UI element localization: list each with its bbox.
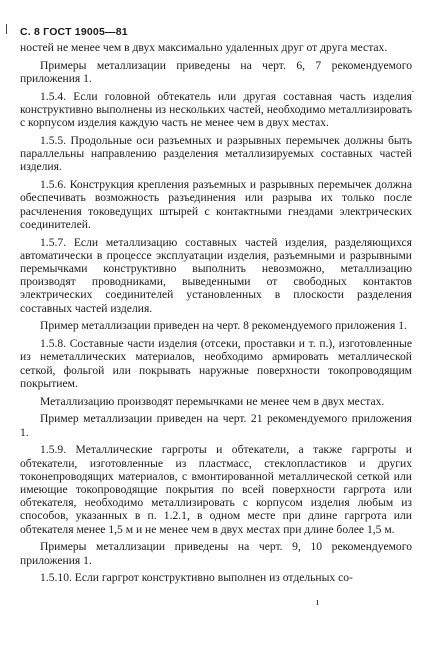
paragraph: 1.5.6. Конструкция крепления разъемных и разрывных перемычек должна обеспечивать возможность разъединения или разрыва их только после расчленения токоведущих штырей с контактными гнездами электрических соединителей.: [20, 178, 412, 231]
paragraph: Металлизацию производят перемычками не менее чем в двух местах.: [40, 394, 385, 408]
paragraph: Примеры металлизации приведены на черт. 6, 7 рекомендуемого приложения 1.: [20, 58, 412, 85]
paragraph: 1.5.5. Продольные оси разъемных и разрывных перемычек должны быть параллельны направлению разделения металлизируемых составных частей изделия.: [20, 134, 412, 174]
paragraph: Пример металлизации приведен на черт. 8 рекомендуемого приложения 1.: [40, 319, 407, 333]
margin-mark: [6, 24, 7, 34]
paragraph: 1.5.10. Если гаргрот конструктивно выполнен из отдельных со-: [40, 571, 353, 585]
paragraph: Пример металлизации приведен на черт. 21 рекомендуемого приложения 1.: [20, 412, 412, 439]
scan-speck: ı: [316, 596, 320, 608]
document-body: [20, 41, 412, 589]
paragraph: 1.5.9. Металлические гаргроты и обтекатели, а также гаргроты и обтекатели, изготовленные из пластмасс, стеклопластиков и других токонепроводящих материалов, с вмонтированной металлической сеткой или имеющие токопроводящие покрытия по всей поверхности гаргрота или обтекателя, необходимо металлизировать с корпусом изделия любым из способов, указанных в п. 1.2.1, в одном месте при длине гаргрота или обтекателя менее 1,5 м и не менее чем в двух местах при длине более 1,5 м.: [20, 443, 412, 536]
paragraph: ностей не менее чем в двух максимально удаленных друг от друга местах.: [20, 41, 388, 54]
paragraph: 1.5.7. Если металлизацию составных частей изделия, разделяющихся автоматически в процессе эксплуатации изделия, разъемными и разрывными перемычками конструктивно выполнить невозможно, металлизацию производят проводниками, выведенными от свободных контактов электрических соединителей установленных в плоскости разделения составных частей изделия.: [20, 235, 412, 315]
paragraph: 1.5.8. Составные части изделия (отсеки, проставки и т. п.), изготовленные из неметаллических материалов, необходимо армировать металлической сеткой, фольгой или покрывать наружные поверхности токопроводящим покрытием.: [20, 337, 412, 390]
paragraph: 1.5.4. Если головной обтекатель или другая составная часть изделия конструктивно выполнены из нескольких частей, необходимо металлизировать с корпусом изделия каждую часть не менее чем в двух местах.: [20, 89, 412, 130]
scan-speck: ·: [411, 86, 415, 98]
paragraph: Примеры металлизации приведены на черт. 9, 10 рекомендуемого приложения 1.: [20, 540, 412, 567]
page-header: С. 8 ГОСТ 19005—81: [20, 26, 128, 38]
